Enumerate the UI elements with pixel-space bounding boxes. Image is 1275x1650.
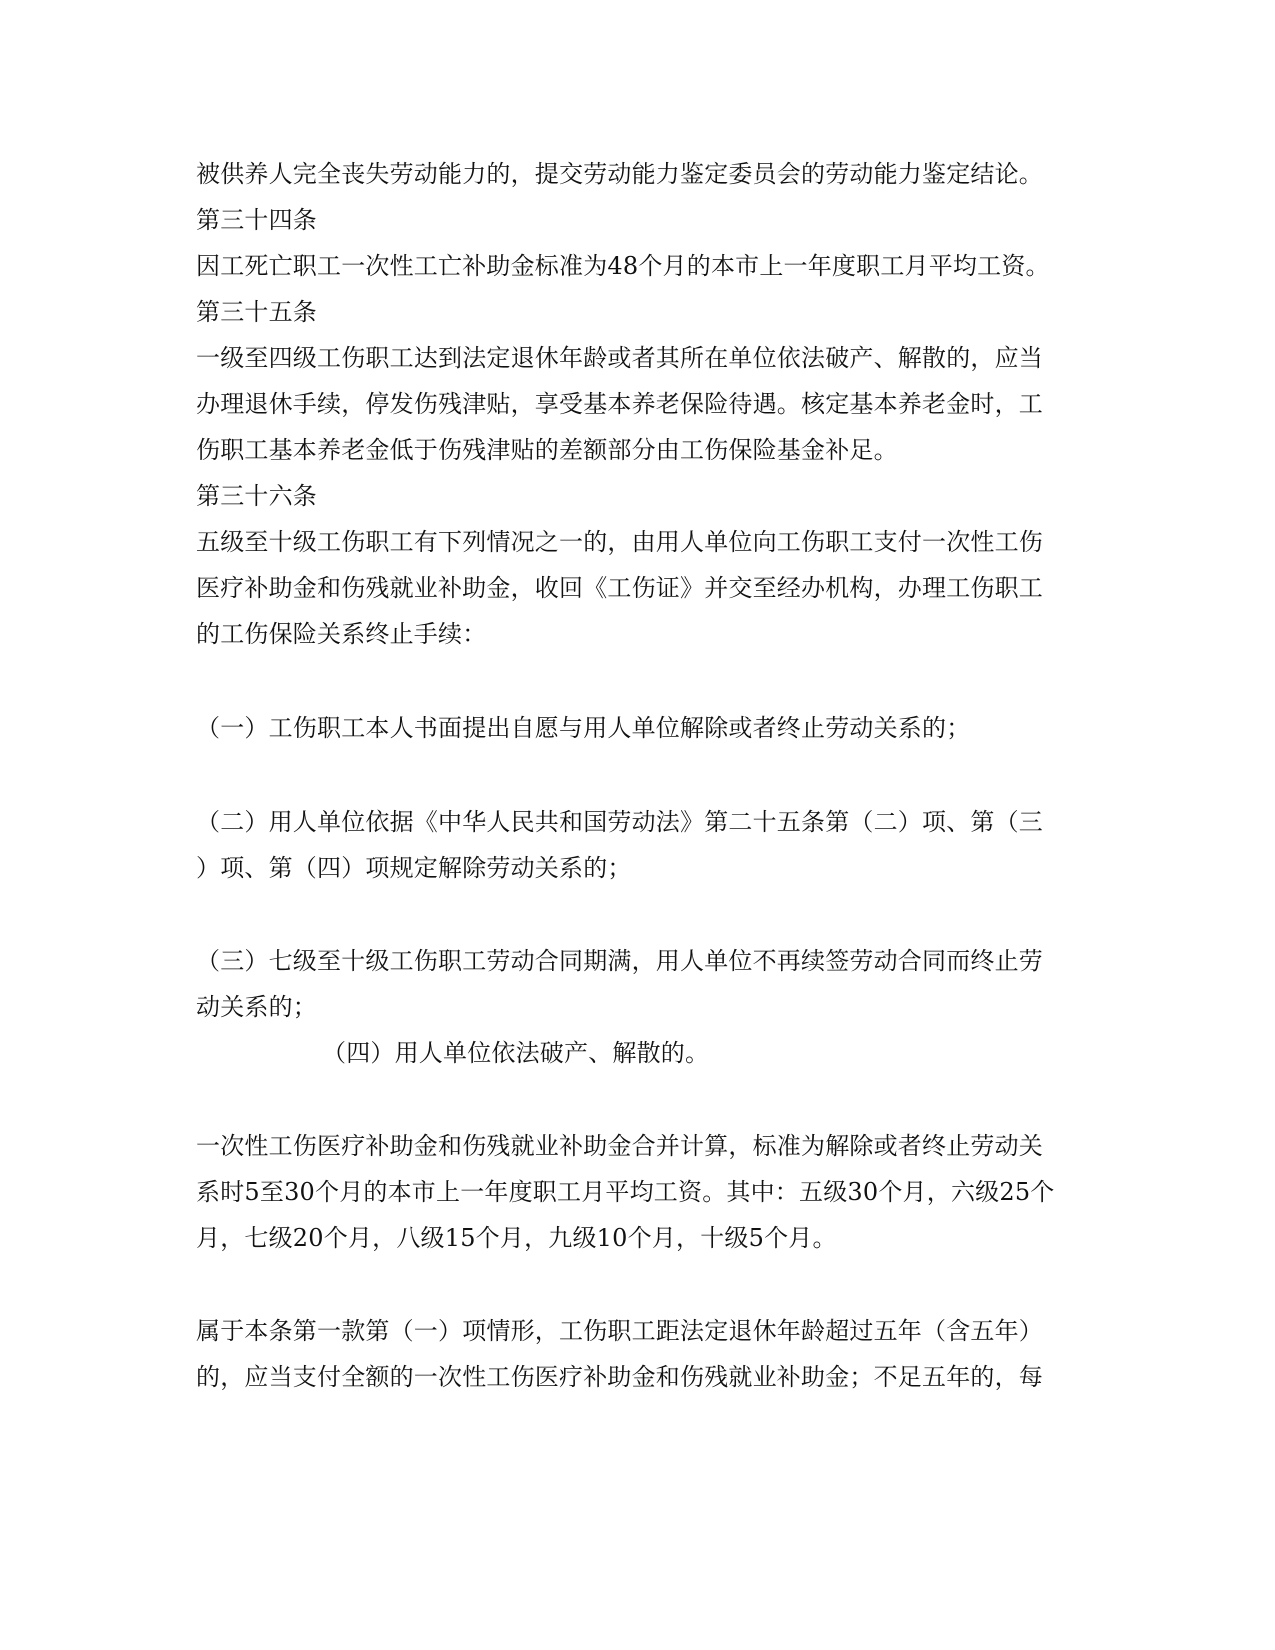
article-heading-35: 第三十五条 bbox=[196, 298, 317, 326]
text-line: 被供养人完全丧失劳动能力的，提交劳动能力鉴定委员会的劳动能力鉴定结论。 bbox=[196, 160, 1043, 188]
article-heading-36: 第三十六条 bbox=[196, 482, 317, 510]
text-line: 月，七级20个月，八级15个月，九级10个月，十级5个月。 bbox=[196, 1224, 837, 1252]
text-line: 系时5至30个月的本市上一年度职工月平均工资。其中：五级30个月，六级25个 bbox=[196, 1178, 1055, 1206]
article-heading-34: 第三十四条 bbox=[196, 206, 317, 234]
list-item-4: （四）用人单位依法破产、解散的。 bbox=[322, 1039, 710, 1067]
text-line: 动关系的； bbox=[196, 993, 317, 1021]
text-line: 的工伤保险关系终止手续： bbox=[196, 620, 487, 648]
text-line: 伤职工基本养老金低于伤残津贴的差额部分由工伤保险基金补足。 bbox=[196, 436, 898, 464]
text-line: 的，应当支付全额的一次性工伤医疗补助金和伤残就业补助金；不足五年的，每 bbox=[196, 1363, 1043, 1391]
text-line: 办理退休手续，停发伤残津贴，享受基本养老保险待遇。核定基本养老金时，工 bbox=[196, 390, 1043, 418]
text-line: 因工死亡职工一次性工亡补助金标准为48个月的本市上一年度职工月平均工资。 bbox=[196, 252, 1050, 280]
text-line: 一级至四级工伤职工达到法定退休年龄或者其所在单位依法破产、解散的，应当 bbox=[196, 344, 1043, 372]
text-line: 五级至十级工伤职工有下列情况之一的，由用人单位向工伤职工支付一次性工伤 bbox=[196, 528, 1043, 556]
list-item-1: （一）工伤职工本人书面提出自愿与用人单位解除或者终止劳动关系的； bbox=[196, 714, 971, 742]
list-item-2: （二）用人单位依据《中华人民共和国劳动法》第二十五条第（二）项、第（三 bbox=[196, 808, 1043, 836]
text-line: ）项、第（四）项规定解除劳动关系的； bbox=[196, 854, 632, 882]
list-item-3: （三）七级至十级工伤职工劳动合同期满，用人单位不再续签劳动合同而终止劳 bbox=[196, 947, 1043, 975]
text-line: 医疗补助金和伤残就业补助金，收回《工伤证》并交至经办机构，办理工伤职工 bbox=[196, 574, 1043, 602]
text-line: 属于本条第一款第（一）项情形，工伤职工距法定退休年龄超过五年（含五年） bbox=[196, 1317, 1043, 1345]
text-line: 一次性工伤医疗补助金和伤残就业补助金合并计算，标准为解除或者终止劳动关 bbox=[196, 1132, 1043, 1160]
